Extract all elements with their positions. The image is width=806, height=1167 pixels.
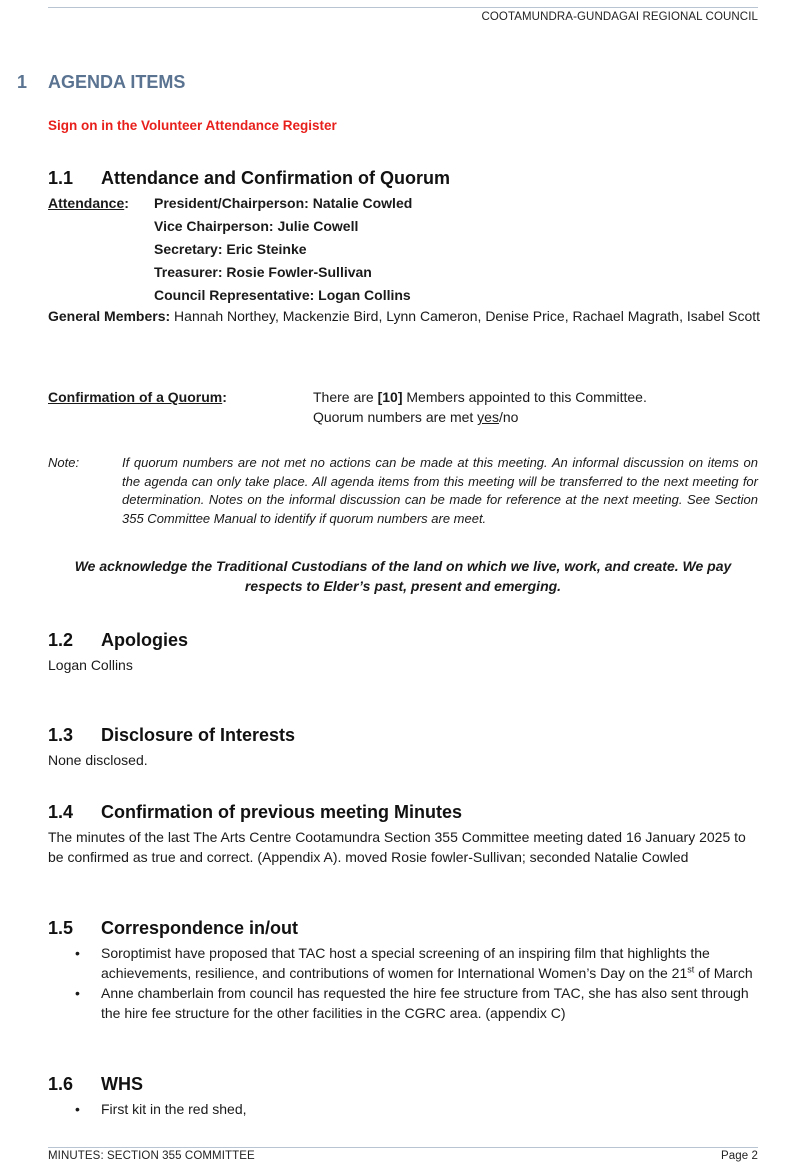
heading-title: Correspondence in/out <box>101 918 299 938</box>
heading-number: 1.1 <box>48 168 74 188</box>
officer-vice-chair: Vice Chairperson: Julie Cowell <box>154 218 359 234</box>
correspondence-list <box>48 943 760 1023</box>
note-text: If quorum numbers are not met no actions can be made at this meeting. An informal discussion on items on the agenda can only take place. All agenda items from this meeting will be transferred to the next meeting for determination. Notes on the informal discussion can be made for reference at the next meeting. See Section 355 Committee Manual to identify if quorum numbers are meet. <box>122 455 758 526</box>
section-number: 1 <box>17 72 28 92</box>
acknowledgement <box>48 556 758 596</box>
quorum-count: [10] <box>377 389 403 405</box>
disclosure-text: None disclosed. <box>48 752 148 768</box>
heading-number: 1.6 <box>48 1074 74 1094</box>
section-title: AGENDA ITEMS <box>48 72 186 92</box>
heading-1-6 <box>48 1074 143 1095</box>
sign-on-notice: Sign on in the Volunteer Attendance Register <box>48 118 337 133</box>
heading-1-3 <box>48 725 295 746</box>
quorum-count-line: There are [10] Members appointed to this Committee. <box>313 389 647 405</box>
quorum-details <box>313 387 647 427</box>
quorum-yes: yes <box>477 409 499 425</box>
apologies-text: Logan Collins <box>48 657 133 673</box>
council-header: COOTAMUNDRA-GUNDAGAI REGIONAL COUNCIL <box>481 11 758 23</box>
officer-council-rep: Council Representative: Logan Collins <box>154 287 411 303</box>
header-rule <box>48 7 758 8</box>
heading-number: 1.5 <box>48 918 74 938</box>
list-item: • First kit in the red shed, <box>48 1099 760 1119</box>
list-item: • Anne chamberlain from council has requested the hire fee structure from TAC, she has also sent through the hire fee structure for the other facilities in the CGRC area. (appendix C) <box>48 983 760 1023</box>
note-label: Note: <box>48 455 80 470</box>
heading-title: Confirmation of previous meeting Minutes <box>101 802 463 822</box>
officer-secretary: Secretary: Eric Steinke <box>154 241 307 257</box>
quorum-met-line: Quorum numbers are met yes/no <box>313 409 519 425</box>
heading-title: WHS <box>101 1074 143 1094</box>
general-members-names: Hannah Northey, Mackenzie Bird, Lynn Cameron, Denise Price, Rachael Magrath, Isabel Scott <box>170 308 761 324</box>
heading-title: Apologies <box>101 630 189 650</box>
list-item: • Soroptimist have proposed that TAC host a special screening of an inspiring film that highlights the achievements, resilience, and contributions of women for International Women’s Day on the 21st of March <box>48 943 760 983</box>
heading-title: Attendance and Confirmation of Quorum <box>101 168 450 188</box>
whs-list <box>48 1099 760 1119</box>
heading-number: 1.3 <box>48 725 74 745</box>
general-members-label: General Members: <box>48 308 171 324</box>
heading-1-2 <box>48 630 188 651</box>
footer-title: MINUTES: SECTION 355 COMMITTEE <box>48 1150 255 1162</box>
general-members <box>48 306 760 326</box>
attendance-label: Attendance: <box>48 195 129 211</box>
footer-rule <box>48 1147 758 1148</box>
officer-president: President/Chairperson: Natalie Cowled <box>154 195 413 211</box>
heading-1-1 <box>48 168 450 189</box>
quorum-label: Confirmation of a Quorum: <box>48 389 227 405</box>
heading-number: 1.2 <box>48 630 74 650</box>
heading-1-4 <box>48 802 462 823</box>
officer-list <box>154 192 412 307</box>
acknowledgement-line-1: We acknowledge the Traditional Custodians of the land on which we live, work, and create. We pay <box>74 558 732 574</box>
acknowledgement-line-2: respects to Elder’s past, present and emerging. <box>244 578 562 594</box>
heading-number: 1.4 <box>48 802 74 822</box>
officer-treasurer: Treasurer: Rosie Fowler-Sullivan <box>154 264 372 280</box>
heading-title: Disclosure of Interests <box>101 725 296 745</box>
page-number: Page 2 <box>720 1150 758 1162</box>
minutes-confirmation-text: The minutes of the last The Arts Centre Cootamundra Section 355 Committee meeting dated 16 January 2025 to be confirmed as true and correct. (Appendix A). moved Rosie fowler-Sullivan; seconded Natalie Cowled <box>48 829 746 865</box>
heading-1-5 <box>48 918 298 939</box>
